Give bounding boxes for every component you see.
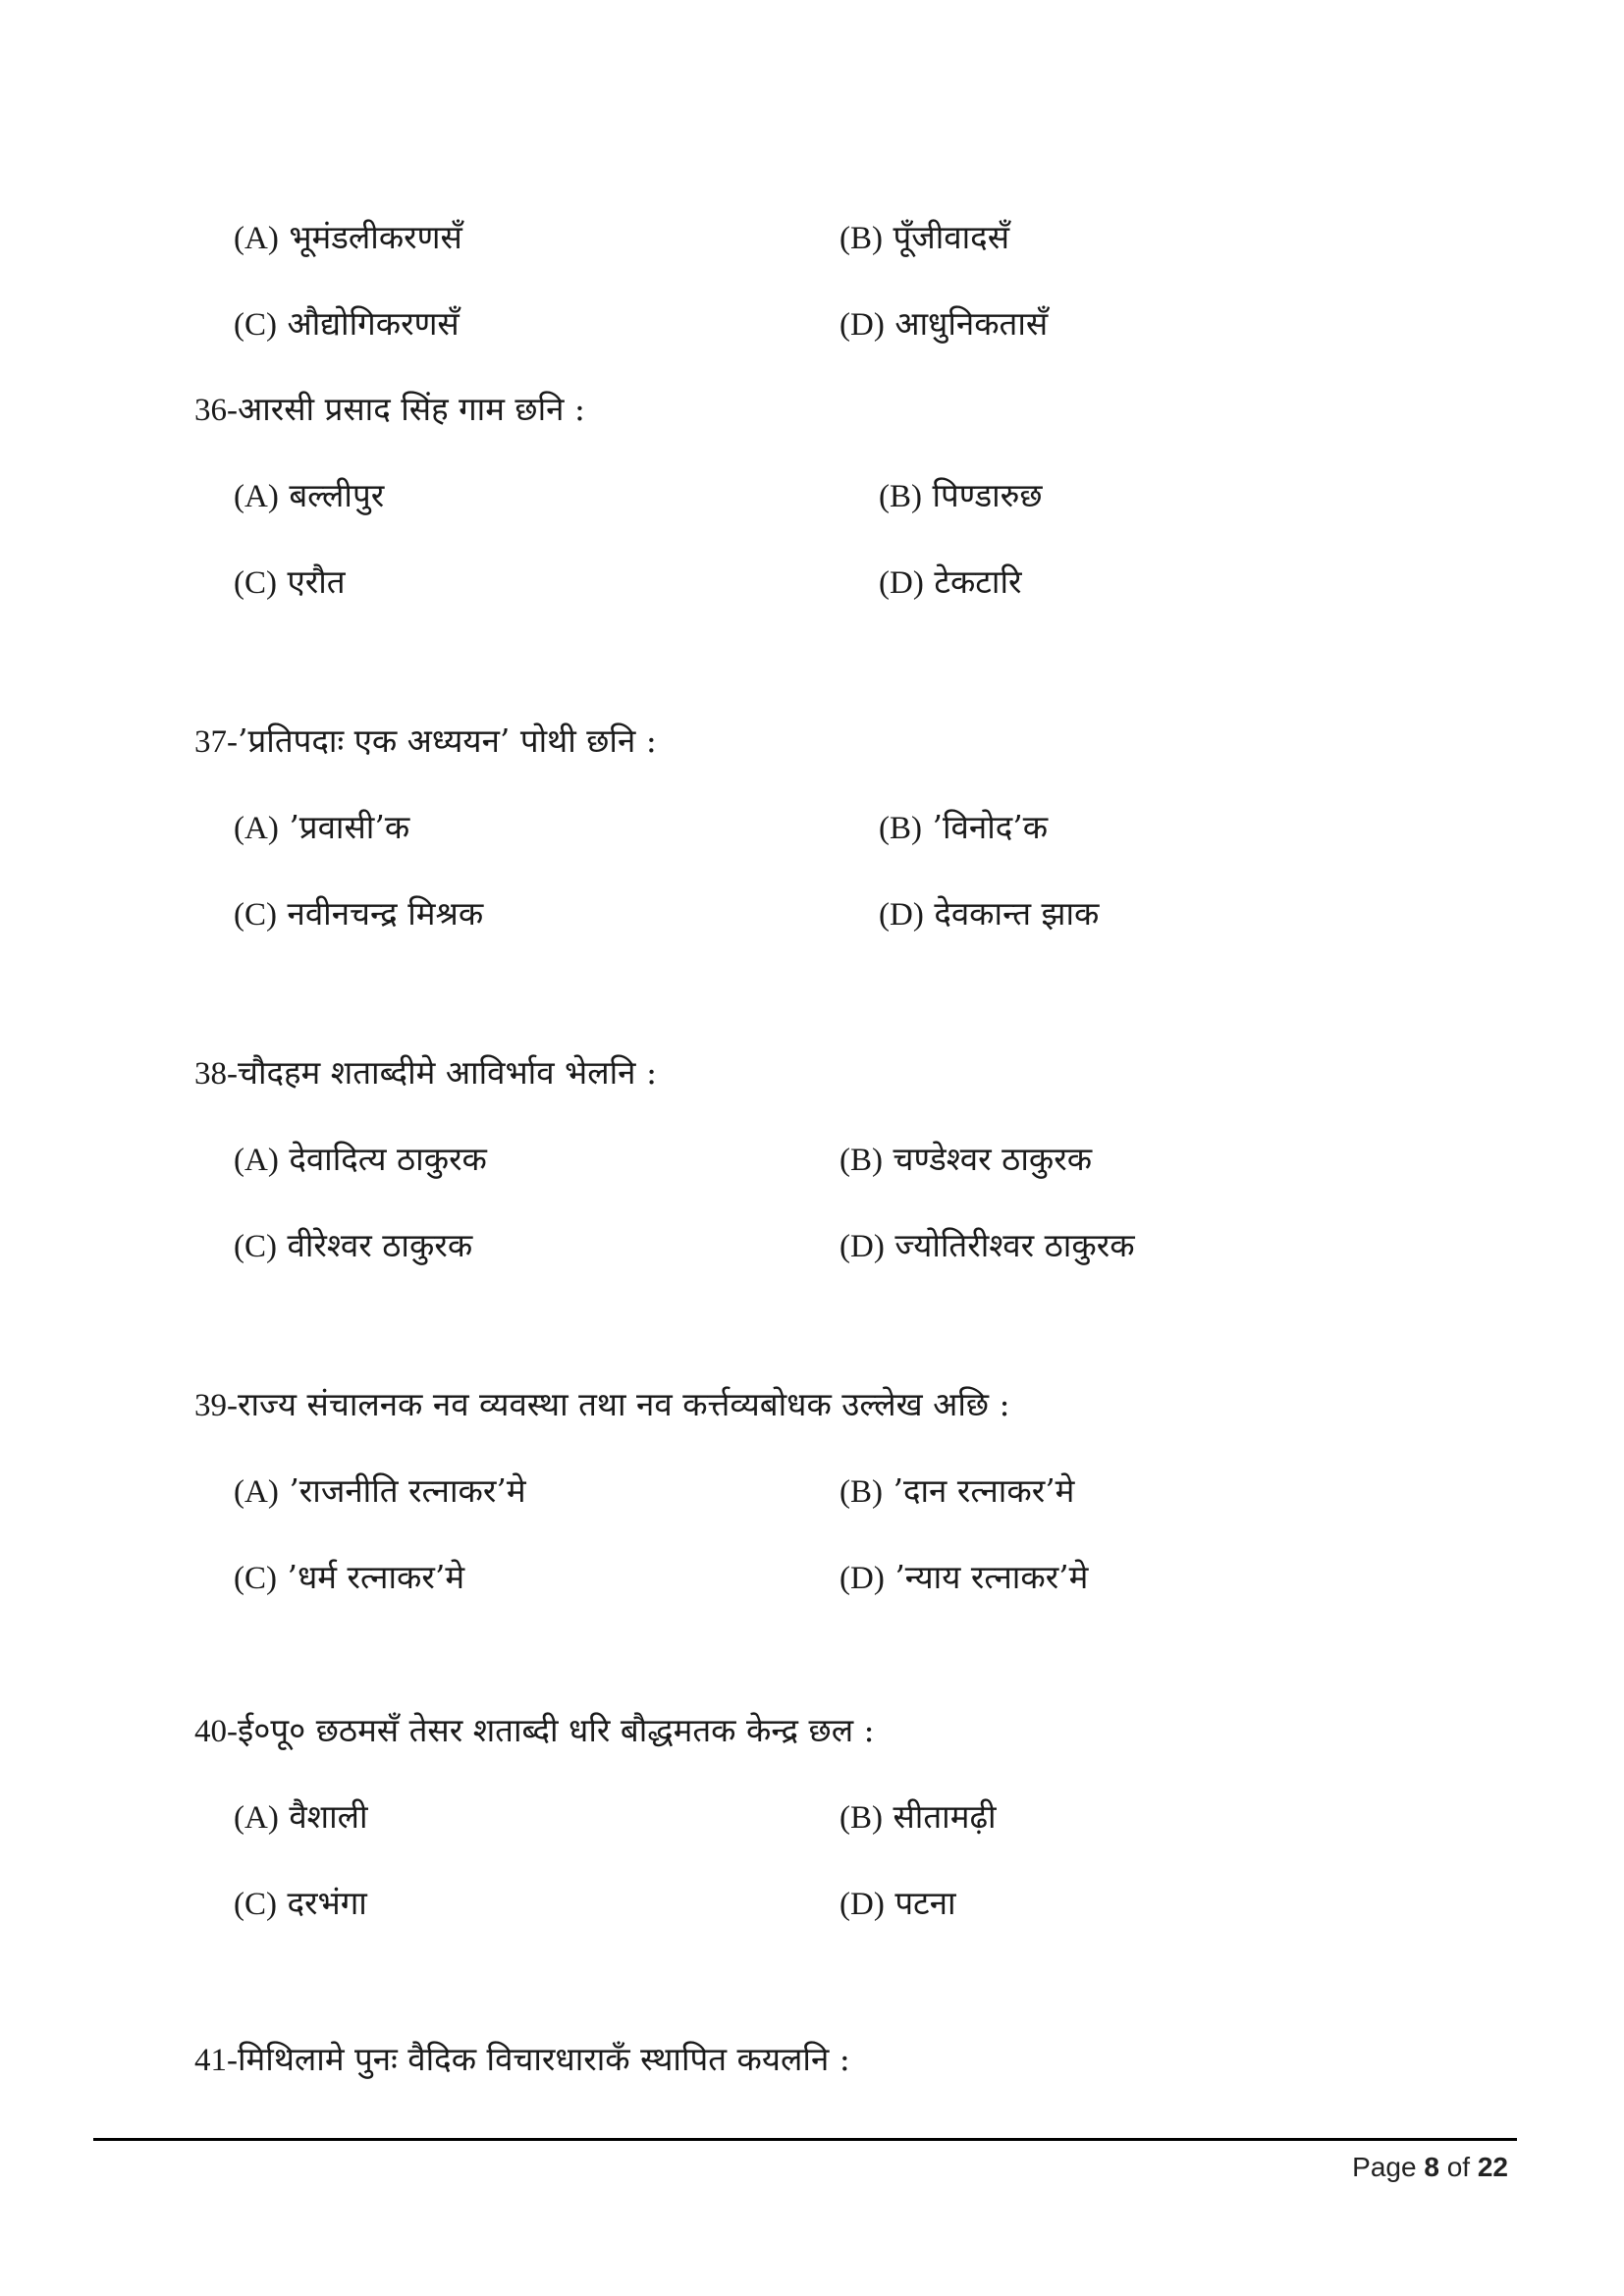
option-letter: (C) bbox=[234, 565, 277, 601]
option-text: ’राजनीति रत्नाकर’मे bbox=[289, 1471, 526, 1510]
option-text: औद्योगिकरणसँ bbox=[287, 304, 460, 343]
q36-option-b bbox=[879, 474, 1043, 518]
option-text: पटना bbox=[894, 1884, 956, 1922]
option-text: सीतामढ़ी bbox=[893, 1797, 997, 1836]
option-letter: (A) bbox=[234, 1474, 279, 1510]
option-letter: (C) bbox=[234, 897, 277, 933]
option-letter: (C) bbox=[234, 1561, 277, 1596]
option-text: देवादित्य ठाकुरक bbox=[289, 1140, 487, 1178]
option-letter: (C) bbox=[234, 307, 277, 343]
option-letter: (B) bbox=[839, 221, 883, 256]
question-36 bbox=[194, 388, 585, 432]
option-letter: (D) bbox=[879, 897, 924, 933]
question-number: 36- bbox=[194, 393, 238, 428]
option-letter: (D) bbox=[839, 307, 885, 343]
q36-option-a bbox=[234, 474, 384, 518]
question-text: चौदहम शताब्दीमे आविर्भाव भेलनि : bbox=[238, 1053, 658, 1092]
option-letter: (D) bbox=[839, 1561, 885, 1596]
q39-option-d bbox=[839, 1556, 1088, 1600]
question-text: आरसी प्रसाद सिंह गाम छनि : bbox=[238, 390, 586, 428]
option-text: एरौत bbox=[287, 562, 346, 601]
footer-divider bbox=[93, 2138, 1517, 2141]
question-37 bbox=[194, 720, 657, 764]
option-letter: (A) bbox=[234, 1800, 279, 1836]
option-text: वैशाली bbox=[289, 1797, 368, 1836]
option-letter: (B) bbox=[879, 811, 922, 846]
option-letter: (B) bbox=[879, 479, 922, 514]
question-text: ई०पू० छठमसँ तेसर शताब्दी धरि बौद्धमतक केन्द्र छल : bbox=[238, 1711, 875, 1749]
option-text: ’न्याय रत्नाकर’मे bbox=[894, 1558, 1089, 1596]
q39-option-c bbox=[234, 1556, 464, 1600]
option-letter: (C) bbox=[234, 1887, 277, 1922]
q37-option-b bbox=[879, 806, 1048, 850]
option-text: पूँजीवादसँ bbox=[893, 218, 1010, 256]
option-text: पिण्डारुछ bbox=[932, 476, 1043, 514]
option-text: ’दान रत्नाकर’मे bbox=[893, 1471, 1075, 1510]
question-number: 38- bbox=[194, 1056, 238, 1092]
option-text: बल्लीपुर bbox=[289, 476, 385, 514]
of-word: of bbox=[1446, 2152, 1471, 2182]
question-38 bbox=[194, 1051, 657, 1095]
option-text: ’धर्म रत्नाकर’मे bbox=[287, 1558, 465, 1596]
question-39 bbox=[194, 1383, 1010, 1427]
option-text: ’विनोद’क bbox=[932, 808, 1049, 846]
q36-option-d bbox=[879, 561, 1022, 605]
option-letter: (C) bbox=[234, 1229, 277, 1264]
q38-option-c bbox=[234, 1224, 472, 1268]
q39-option-b bbox=[839, 1469, 1074, 1514]
option-letter: (D) bbox=[839, 1887, 885, 1922]
q40-option-d bbox=[839, 1882, 956, 1926]
option-text: चण्डेश्वर ठाकुरक bbox=[893, 1140, 1093, 1178]
option-letter: (A) bbox=[234, 479, 279, 514]
q35-option-d bbox=[839, 302, 1048, 347]
q37-option-c bbox=[234, 892, 483, 936]
question-number: 37- bbox=[194, 724, 238, 760]
option-text: देवकान्त झाक bbox=[934, 894, 1100, 933]
option-text: ज्योतिरीश्वर ठाकुरक bbox=[894, 1226, 1135, 1264]
option-text: ’प्रवासी’क bbox=[289, 808, 410, 846]
q38-option-d bbox=[839, 1224, 1135, 1268]
option-letter: (A) bbox=[234, 1143, 279, 1178]
option-text: आधुनिकतासँ bbox=[894, 304, 1049, 343]
option-text: वीरेश्वर ठाकुरक bbox=[287, 1226, 473, 1264]
q36-option-c bbox=[234, 561, 346, 605]
q35-option-b bbox=[839, 216, 1009, 260]
question-number: 39- bbox=[194, 1388, 238, 1423]
option-text: भूमंडलीकरणसँ bbox=[289, 218, 462, 256]
q40-option-c bbox=[234, 1882, 367, 1926]
question-text: मिथिलामे पुनः वैदिक विचारधाराकँ स्थापित कयलनि : bbox=[238, 2040, 850, 2078]
option-text: दरभंगा bbox=[287, 1884, 367, 1922]
question-number: 41- bbox=[194, 2043, 238, 2078]
page-word: Page bbox=[1352, 2152, 1417, 2182]
q37-option-d bbox=[879, 892, 1099, 936]
question-41 bbox=[194, 2038, 850, 2082]
current-page: 8 bbox=[1424, 2152, 1439, 2182]
page-indicator bbox=[1352, 2150, 1508, 2185]
option-letter: (D) bbox=[839, 1229, 885, 1264]
q37-option-a bbox=[234, 806, 409, 850]
question-number: 40- bbox=[194, 1714, 238, 1749]
option-text: टेकटारि bbox=[934, 562, 1022, 601]
option-letter: (D) bbox=[879, 565, 924, 601]
option-letter: (B) bbox=[839, 1143, 883, 1178]
total-pages: 22 bbox=[1477, 2152, 1508, 2182]
q38-option-b bbox=[839, 1138, 1092, 1182]
question-40 bbox=[194, 1709, 875, 1753]
q35-option-a bbox=[234, 216, 462, 260]
question-text: राज्य संचालनक नव व्यवस्था तथा नव कर्त्तव्यबोधक उल्लेख अछि : bbox=[238, 1385, 1010, 1423]
q35-option-c bbox=[234, 302, 460, 347]
option-letter: (A) bbox=[234, 221, 279, 256]
question-text: ’प्रतिपदाः एक अध्ययन’ पोथी छनि : bbox=[238, 721, 657, 760]
q38-option-a bbox=[234, 1138, 487, 1182]
option-text: नवीनचन्द्र मिश्रक bbox=[287, 894, 484, 933]
q40-option-b bbox=[839, 1795, 997, 1840]
option-letter: (B) bbox=[839, 1474, 883, 1510]
q39-option-a bbox=[234, 1469, 526, 1514]
q40-option-a bbox=[234, 1795, 368, 1840]
option-letter: (A) bbox=[234, 811, 279, 846]
option-letter: (B) bbox=[839, 1800, 883, 1836]
